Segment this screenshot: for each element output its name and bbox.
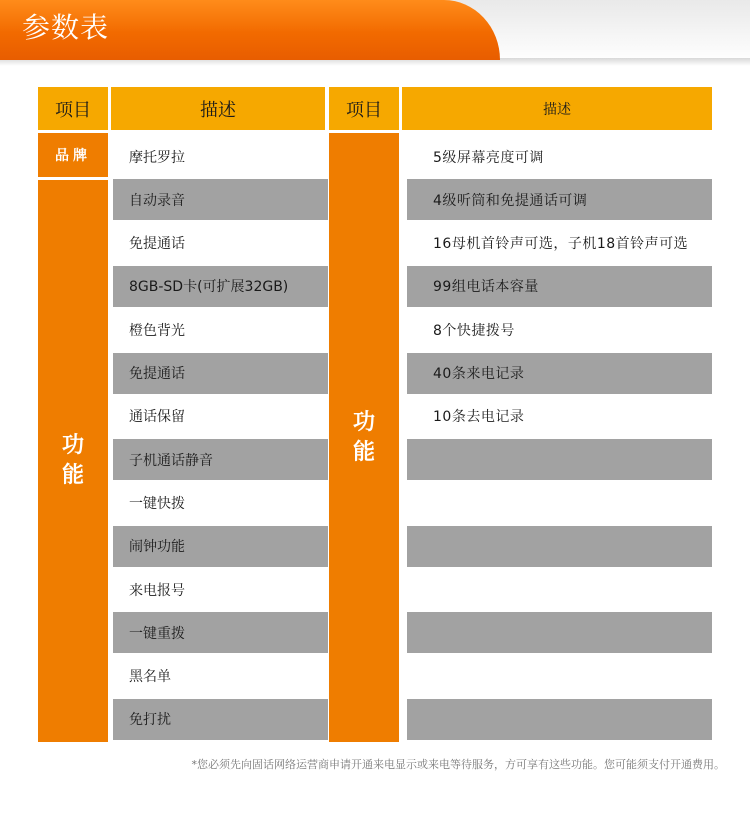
right-description-row	[407, 699, 712, 740]
left-description-row: 免提通话	[113, 223, 328, 264]
feature-label-left-cell	[38, 180, 108, 742]
left-description-row: 闹钟功能	[113, 526, 328, 567]
left-description-row: 来电报号	[113, 569, 328, 610]
footnote: *您必须先向固话网络运营商申请开通来电显示或来电等待服务，方可享有这些功能。您可能须支付开通费用。	[191, 758, 725, 771]
right-description-row	[407, 482, 712, 523]
header-item-left: 项目	[38, 87, 108, 130]
header-item-right: 项目	[329, 87, 399, 130]
left-description-row: 通话保留	[113, 396, 328, 437]
right-description-row	[407, 569, 712, 610]
feature-label-left: 功能	[61, 433, 84, 488]
feature-label-right-cell	[329, 133, 399, 742]
left-description-row: 免打扰	[113, 699, 328, 740]
right-description-row: 99组电话本容量	[407, 266, 712, 307]
brand-label: 品牌	[38, 133, 108, 177]
right-description-row	[407, 526, 712, 567]
left-description-row: 橙色背光	[113, 309, 328, 350]
header-desc-right: 描述	[402, 87, 712, 130]
left-description-row: 子机通话静音	[113, 439, 328, 480]
feature-label-right: 功能	[352, 409, 375, 465]
title-banner	[0, 0, 500, 60]
left-description-row: 摩托罗拉	[113, 136, 328, 177]
right-description-row: 10条去电记录	[407, 396, 712, 437]
right-description-row: 8个快捷拨号	[407, 309, 712, 350]
left-description-row: 一键快拨	[113, 482, 328, 523]
left-description-row: 免提通话	[113, 353, 328, 394]
right-description-row	[407, 656, 712, 697]
left-description-row: 黑名单	[113, 656, 328, 697]
left-description-row: 一键重拨	[113, 612, 328, 653]
left-description-row: 自动录音	[113, 179, 328, 220]
right-description-row	[407, 612, 712, 653]
left-description-row: 8GB-SD卡(可扩展32GB)	[113, 266, 328, 307]
page-title: 参数表	[22, 11, 110, 44]
right-description-row: 40条来电记录	[407, 353, 712, 394]
right-description-row: 5级屏幕亮度可调	[407, 136, 712, 177]
right-description-row: 16母机首铃声可选，子机18首铃声可选	[407, 223, 712, 264]
header-desc-left: 描述	[111, 87, 325, 130]
right-description-row: 4级听筒和免提通话可调	[407, 179, 712, 220]
right-description-row	[407, 439, 712, 480]
